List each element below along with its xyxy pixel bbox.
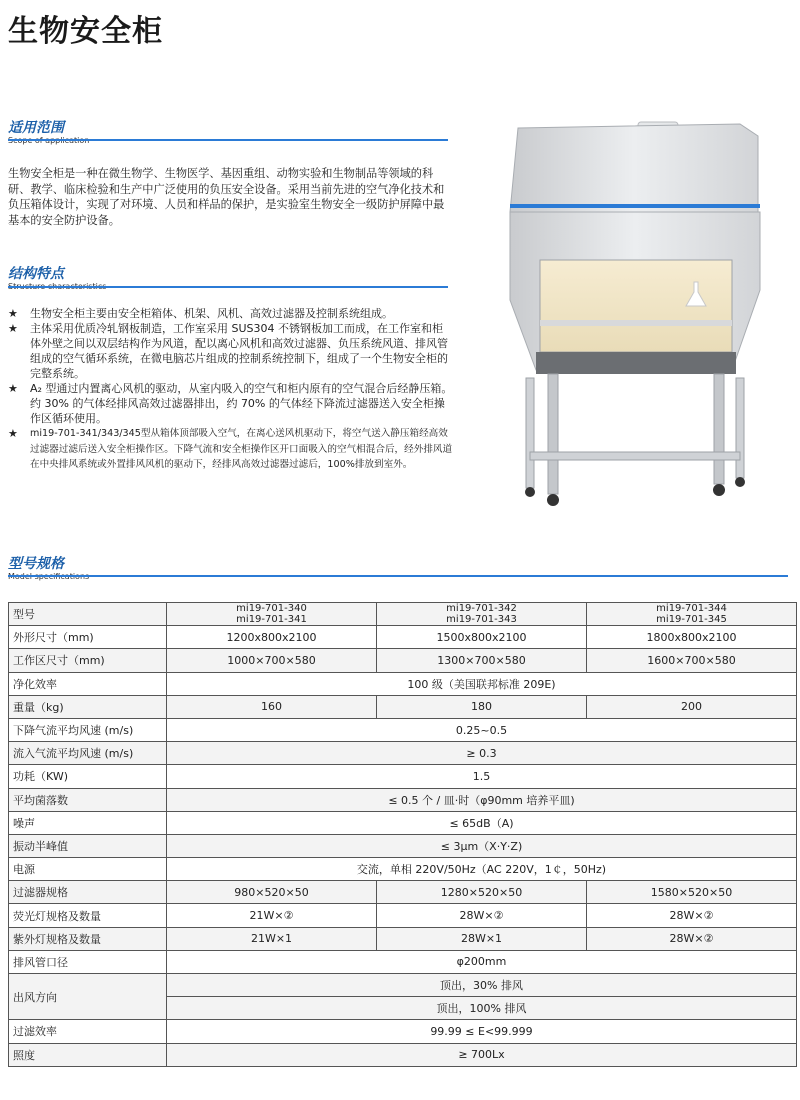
table-row <box>9 881 797 904</box>
row-label: 流入气流平均风速 (m/s) <box>9 742 167 765</box>
table-row <box>9 927 797 950</box>
row-label: 外形尺寸（mm) <box>9 626 167 649</box>
table-row <box>9 1020 797 1043</box>
table-cell: φ200mm <box>167 950 797 973</box>
table-cell: 顶出，100% 排风 <box>167 997 797 1020</box>
table-row <box>9 603 797 626</box>
row-label: 功耗（KW) <box>9 765 167 788</box>
row-label: 过滤器规格 <box>9 881 167 904</box>
table-cell: 1200x800x2100 <box>167 626 377 649</box>
bullet-item <box>8 306 453 321</box>
table-cell: 1600×700×580 <box>587 649 797 672</box>
table-row <box>9 811 797 834</box>
table-row <box>9 695 797 718</box>
table-cell: 0.25~0.5 <box>167 718 797 741</box>
page-title: 生物安全柜 <box>8 14 163 49</box>
table-cell: 180 <box>377 695 587 718</box>
scope-heading-zh: 适用范围 <box>8 120 64 136</box>
model-code: mi19-701-342 <box>446 603 517 615</box>
row-label: 排风管口径 <box>9 950 167 973</box>
bullet-text: 主体采用优质冷轧钢板制造，工作室采用 SUS304 不锈钢板加工而成，在工作室和柜体外壁之间以双层结构作为风道，配以离心风机和高效过滤器、负压系统风道、排风管组成的空气循环系统，在微电脑芯片组成的控制系统控制下，组成了一个生物安全柜的完整系统。 <box>30 322 448 380</box>
table-row <box>9 626 797 649</box>
model-code: mi19-701-341 <box>236 614 307 626</box>
model-code: mi19-701-344 <box>656 603 727 615</box>
row-label: 电源 <box>9 858 167 881</box>
table-row <box>9 672 797 695</box>
bullet-item <box>8 426 453 473</box>
table-cell: 1.5 <box>167 765 797 788</box>
star-icon: ★ <box>8 382 18 395</box>
row-label: 型号 <box>9 603 167 626</box>
table-cell: ≥ 700Lx <box>167 1043 797 1066</box>
table-cell: 99.99 ≤ E<99.999 <box>167 1020 797 1043</box>
table-cell: 1580×520×50 <box>587 881 797 904</box>
table-cell: ≥ 0.3 <box>167 742 797 765</box>
table-cell: 160 <box>167 695 377 718</box>
structure-heading-zh: 结构特点 <box>8 266 64 282</box>
bullet-item <box>8 321 453 381</box>
table-row <box>9 649 797 672</box>
row-label: 重量（kg) <box>9 695 167 718</box>
model-code: mi19-701-343 <box>446 614 517 626</box>
specs-divider <box>8 575 788 577</box>
table-cell: ≤ 3μm（X·Y·Z) <box>167 834 797 857</box>
row-label: 紫外灯规格及数量 <box>9 927 167 950</box>
row-label: 振动半峰值 <box>9 834 167 857</box>
model-cell <box>377 603 587 626</box>
star-icon: ★ <box>8 427 18 440</box>
bullet-item <box>8 381 453 426</box>
row-label: 下降气流平均风速 (m/s) <box>9 718 167 741</box>
row-label: 平均菌落数 <box>9 788 167 811</box>
row-label: 荧光灯规格及数量 <box>9 904 167 927</box>
table-cell: 顶出，30% 排风 <box>167 974 797 997</box>
table-cell: 1300×700×580 <box>377 649 587 672</box>
table-row <box>9 742 797 765</box>
structure-bullets <box>8 306 453 473</box>
table-cell: 1000×700×580 <box>167 649 377 672</box>
table-row <box>9 1043 797 1066</box>
specs-heading-zh: 型号规格 <box>8 556 64 572</box>
scope-heading <box>8 120 89 145</box>
model-cell <box>167 603 377 626</box>
model-code: mi19-701-345 <box>656 614 727 626</box>
table-cell: 28W×② <box>377 904 587 927</box>
table-row <box>9 834 797 857</box>
row-label: 噪声 <box>9 811 167 834</box>
star-icon: ★ <box>8 307 18 320</box>
bullet-text: 生物安全柜主要由安全柜箱体、机架、风机、高效过滤器及控制系统组成。 <box>30 307 393 320</box>
row-label: 照度 <box>9 1043 167 1066</box>
table-cell: 1800x800x2100 <box>587 626 797 649</box>
table-cell: 100 级（美国联邦标准 209E) <box>167 672 797 695</box>
bullet-text: mi19-701-341/343/345型从箱体顶部吸入空气，在离心送风机驱动下，将空气送入静压箱经高效过滤器过滤后送入安全柜操作区。下降气流和安全柜操作区开口面吸入的空气相混合后，经外排风道在中央排风系统或外置排风风机的驱动下，经排风高效过滤器过滤后，100%排放到室外。 <box>30 428 453 470</box>
table-cell: ≤ 65dB（A) <box>167 811 797 834</box>
model-code: mi19-701-340 <box>236 603 307 615</box>
table-cell: 21W×② <box>167 904 377 927</box>
table-row <box>9 858 797 881</box>
scope-paragraph: 生物安全柜是一种在微生物学、生物医学、基因重组、动物实验和生物制品等领域的科研、教学、临床检验和生产中广泛使用的负压安全设备。采用当前先进的空气净化技术和负压箱体设计，实现了对环境、人员和样品的保护，是实验室生物安全一级防护屏障中最基本的安全防护设备。 <box>8 167 445 227</box>
star-icon: ★ <box>8 322 18 335</box>
scope-divider <box>8 139 448 141</box>
model-cell <box>587 603 797 626</box>
table-cell: 200 <box>587 695 797 718</box>
spec-table <box>8 602 797 1067</box>
table-cell: 1280×520×50 <box>377 881 587 904</box>
table-row <box>9 974 797 997</box>
bullet-text: A₂ 型通过内置离心风机的驱动，从室内吸入的空气和柜内原有的空气混合后经静压箱。约 30% 的气体经排风高效过滤器排出，约 70% 的气体经下降流过滤器送入安全柜操作区循环使用。 <box>30 382 453 425</box>
table-cell: 28W×1 <box>377 927 587 950</box>
table-cell: 21W×1 <box>167 927 377 950</box>
table-cell: 1500x800x2100 <box>377 626 587 649</box>
structure-divider <box>8 286 448 288</box>
table-cell: 28W×② <box>587 904 797 927</box>
table-cell: 980×520×50 <box>167 881 377 904</box>
table-cell: 28W×② <box>587 927 797 950</box>
table-cell: ≤ 0.5 个 / 皿·时（φ90mm 培养平皿) <box>167 788 797 811</box>
table-row <box>9 718 797 741</box>
table-cell: 交流，单相 220V/50Hz（AC 220V，1￠，50Hz) <box>167 858 797 881</box>
row-label: 出风方向 <box>9 974 167 1020</box>
row-label: 工作区尺寸（mm) <box>9 649 167 672</box>
biosafety-cabinet-illustration <box>470 120 795 520</box>
row-label: 过滤效率 <box>9 1020 167 1043</box>
table-row <box>9 950 797 973</box>
specs-heading <box>8 556 89 581</box>
table-row <box>9 765 797 788</box>
table-row <box>9 788 797 811</box>
table-row <box>9 904 797 927</box>
row-label: 净化效率 <box>9 672 167 695</box>
